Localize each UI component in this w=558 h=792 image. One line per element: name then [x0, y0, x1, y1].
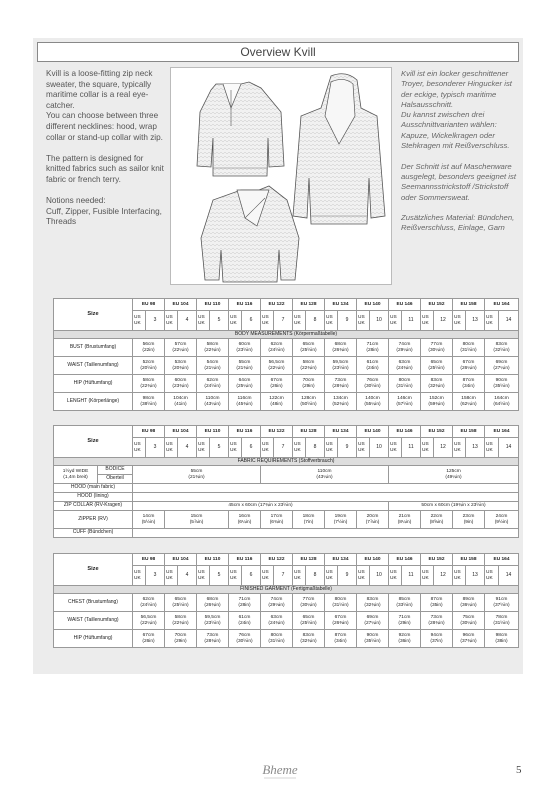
table-cell: 62cm (24½in): [133, 594, 165, 612]
size-us: 7: [274, 311, 293, 331]
table-row: [54, 393, 519, 411]
table-cell: 58cm (22¾in): [133, 375, 165, 393]
table-cell: 67cm (26in): [133, 630, 165, 648]
table-cell: 110cm (43¼in): [197, 393, 229, 411]
table-cell: 73cm (28¾in): [421, 612, 453, 630]
table-cell: 73cm (28¾in): [197, 630, 229, 648]
us-uk-label: US UK: [389, 311, 402, 331]
size-us: 10: [370, 311, 389, 331]
table-row: [54, 466, 519, 475]
size-eu: EU 110: [197, 299, 229, 311]
table-cell: 94cm (37in): [421, 630, 453, 648]
wrap-collar-sweater-sketch: [201, 186, 299, 282]
table-cell: 69cm (27¼in): [485, 357, 519, 375]
size-eu: EU 104: [165, 299, 197, 311]
row-label: LENGHT (Körperlänge): [54, 393, 133, 411]
table-cell: 62cm (24½in): [261, 339, 293, 357]
row-label: HOOD (lining): [54, 493, 133, 502]
size-eu: EU 134: [325, 426, 357, 438]
table-row: [54, 502, 519, 511]
size-eu: EU 122: [261, 299, 293, 311]
size-us: 13: [466, 438, 485, 458]
size-us: 12: [434, 566, 453, 586]
table-cell: 60cm (23¾in): [165, 375, 197, 393]
table-cell: 74cm (29¼in): [389, 339, 421, 357]
us-uk-label: US UK: [453, 311, 466, 331]
body-measurements-table: [53, 298, 519, 411]
table-cell: 78cm (31½in): [485, 612, 519, 630]
notions-paragraph-de: Zusätzliches Material: Bündchen, Reißverschluss, Einlage, Garn: [401, 213, 515, 233]
table-cell: 71cm (29in): [389, 612, 421, 630]
size-eu: EU 128: [293, 426, 325, 438]
table-cell: 64cm (25¼in): [229, 375, 261, 393]
table-cell: 92cm (36in): [389, 630, 421, 648]
table-cell: 67cm (26in): [261, 375, 293, 393]
table-cell: 68cm (26¾in): [325, 339, 357, 357]
table-cell: 158cm (62¼in): [453, 393, 485, 411]
size-us: 4: [178, 438, 197, 458]
table-cell: 63cm (24¾in): [261, 612, 293, 630]
table-cell: 77cm (30¼in): [421, 339, 453, 357]
size-eu: EU 158: [453, 299, 485, 311]
table-row: [54, 357, 519, 375]
size-eu: EU 158: [453, 426, 485, 438]
table-cell: 62cm (24½in): [197, 375, 229, 393]
finished-garment-table: [53, 553, 519, 648]
table-cell: 55cm (21¾in): [133, 466, 261, 484]
table-cell: 69cm (27¼in): [357, 612, 389, 630]
table-cell: 70cm (29in): [293, 375, 325, 393]
size-eu: EU 152: [421, 299, 453, 311]
us-uk-label: US UK: [133, 566, 146, 586]
size-eu: EU 134: [325, 299, 357, 311]
size-us: 8: [306, 311, 325, 331]
us-uk-label: US UK: [325, 311, 338, 331]
row-label: 1½yd WIDE (1,4m breit): [54, 466, 98, 484]
table-cell: 58cm (22¾in): [197, 339, 229, 357]
row-label: CHEST (Brustumfang): [54, 594, 133, 612]
size-eu: EU 98: [133, 554, 165, 566]
size-us: 7: [274, 438, 293, 458]
us-uk-label: US UK: [293, 438, 306, 458]
table-cell: 83cm (32¾in): [293, 630, 325, 648]
table-cell: 16cm (6¼in): [229, 511, 261, 529]
fabric-requirements-table: [53, 425, 519, 538]
row-label: ZIPPER (RV): [54, 511, 133, 529]
table-cell: 23cm (9in): [453, 511, 485, 529]
size-eu: EU 128: [293, 554, 325, 566]
us-uk-label: US UK: [133, 438, 146, 458]
size-us: 14: [499, 438, 519, 458]
table-row: [54, 594, 519, 612]
us-uk-label: US UK: [229, 311, 242, 331]
table-cell: 54cm (21¼in): [197, 357, 229, 375]
size-eu: EU 146: [389, 299, 421, 311]
table-cell: 67cm (26⅜in): [325, 612, 357, 630]
us-uk-label: US UK: [229, 566, 242, 586]
us-uk-label: US UK: [485, 311, 499, 331]
size-us: 9: [338, 438, 357, 458]
us-uk-label: US UK: [293, 566, 306, 586]
table-cell: 58cm (22¾in): [293, 357, 325, 375]
size-eu-row: [54, 554, 519, 566]
size-us: 4: [178, 311, 197, 331]
us-uk-label: US UK: [261, 311, 274, 331]
us-uk-label: US UK: [293, 311, 306, 331]
size-us: 13: [466, 311, 485, 331]
us-uk-label: US UK: [197, 566, 210, 586]
section-header: FABRIC REQUIREMENTS (Stoffverbrauch): [54, 458, 519, 466]
section-header: BODY MEASUREMENTS (Körpermaßtabelle): [54, 331, 519, 339]
description-german: [401, 69, 519, 244]
size-eu: EU 104: [165, 554, 197, 566]
size-eu-row: [54, 299, 519, 311]
row-label: WAIST (Taillenumfang): [54, 357, 133, 375]
size-eu: EU 146: [389, 554, 421, 566]
size-eu: EU 152: [421, 426, 453, 438]
size-us: 14: [499, 566, 519, 586]
table-cell: 71cm (28in): [229, 594, 261, 612]
table-cell: 80cm (31½in): [325, 594, 357, 612]
us-uk-label: US UK: [325, 438, 338, 458]
table-cell: 110cm (43¼in): [261, 466, 389, 484]
us-uk-label: US UK: [485, 438, 499, 458]
table-cell: 90cm (35½in): [357, 630, 389, 648]
table-cell: 55cm (21¾in): [229, 357, 261, 375]
table-cell: [133, 529, 519, 538]
size-us: 5: [210, 438, 229, 458]
table-cell: 56,5cm (22¼in): [133, 612, 165, 630]
table-cell: 24cm (9½in): [485, 511, 519, 529]
table-row: [54, 375, 519, 393]
garment-illustrations: [170, 67, 392, 285]
table-cell: 15cm (5⅞in): [165, 511, 229, 529]
fabric-paragraph: The pattern is designed for knitted fabrics such as sailor knit fabric or french terry.: [46, 153, 164, 184]
table-cell: 52cm (20½in): [133, 357, 165, 375]
table-cell: 53cm (20¾in): [165, 357, 197, 375]
size-us: 11: [402, 566, 421, 586]
row-label: CUFF (Bündchen): [54, 529, 133, 538]
size-us: 9: [338, 566, 357, 586]
size-eu: EU 98: [133, 299, 165, 311]
table-row: [54, 612, 519, 630]
row-label: Oberteil: [98, 475, 133, 484]
table-cell: 91cm (37½in): [485, 594, 519, 612]
size-us: 4: [178, 566, 197, 586]
logo-text: Bheme: [262, 762, 298, 777]
size-us: 3: [146, 566, 165, 586]
size-eu: EU 110: [197, 426, 229, 438]
us-uk-label: US UK: [325, 566, 338, 586]
us-uk-label: US UK: [133, 311, 146, 331]
size-eu: EU 116: [229, 426, 261, 438]
size-label: Size: [54, 299, 133, 331]
table-cell: 125cm (49¼in): [389, 466, 519, 484]
size-us: 5: [210, 311, 229, 331]
table-cell: 71cm (28in): [357, 339, 389, 357]
size-label: Size: [54, 426, 133, 458]
us-uk-label: US UK: [453, 566, 466, 586]
size-us: 6: [242, 566, 261, 586]
table-cell: [133, 493, 519, 502]
size-eu: EU 164: [485, 426, 519, 438]
size-us: 3: [146, 438, 165, 458]
section-header: FINISHED GARMENT (Fertigmaßtabelle): [54, 586, 519, 594]
table-cell: 56cm (22in): [133, 339, 165, 357]
table-cell: 74cm (29⅛in): [261, 594, 293, 612]
table-cell: 58cm (22¾in): [165, 612, 197, 630]
size-us: 14: [499, 311, 519, 331]
size-eu: EU 110: [197, 554, 229, 566]
table-cell: 50cm x 60cm (19¾in x 23½in): [389, 502, 519, 511]
table-cell: 73cm (28¾in): [325, 375, 357, 393]
us-uk-label: US UK: [357, 311, 370, 331]
us-uk-label: US UK: [421, 438, 434, 458]
table-cell: 87cm (35in): [421, 594, 453, 612]
size-eu: EU 98: [133, 426, 165, 438]
table-cell: 61cm (24in): [229, 612, 261, 630]
us-uk-label: US UK: [485, 566, 499, 586]
size-eu: EU 140: [357, 426, 389, 438]
us-uk-label: US UK: [357, 566, 370, 586]
size-us: 12: [434, 438, 453, 458]
table-row: [54, 630, 519, 648]
table-cell: 65cm (25½in): [293, 612, 325, 630]
us-uk-label: US UK: [421, 311, 434, 331]
intro-paragraph: Kvill is a loose-fitting zip neck sweater, the square, typically maritime collar is a real eye-catcher. You can choose between three different necklines: hood, wrap collar or stand-up collar with zip.: [46, 69, 163, 142]
size-eu: EU 116: [229, 554, 261, 566]
notions-paragraph: Notions needed: Cuff, Zipper, Fusible Interfacing, Threads: [46, 196, 162, 227]
table-cell: 17cm (6¾in): [261, 511, 293, 529]
row-label: ZIP COLLAR (RV-Kragen): [54, 502, 133, 511]
us-uk-label: US UK: [453, 438, 466, 458]
table-cell: [133, 484, 519, 493]
table-cell: 98cm (38½in): [133, 393, 165, 411]
size-eu-row: [54, 426, 519, 438]
table-cell: 77cm (30¼in): [293, 594, 325, 612]
size-eu: EU 134: [325, 554, 357, 566]
table-cell: 60cm (23½in): [229, 339, 261, 357]
table-cell: 87cm (34in): [325, 630, 357, 648]
description-english: [46, 69, 166, 239]
table-cell: 65cm (25½in): [421, 357, 453, 375]
us-uk-label: US UK: [421, 566, 434, 586]
table-cell: 134cm (52¾in): [325, 393, 357, 411]
size-us: 8: [306, 566, 325, 586]
page-number: 5: [516, 764, 522, 776]
table-cell: 164cm (64½in): [485, 393, 519, 411]
table-cell: 56,5cm (22¼in): [261, 357, 293, 375]
table-cell: 65cm (25½in): [165, 594, 197, 612]
table-row: [54, 493, 519, 502]
table-cell: 68cm (26¾in): [197, 594, 229, 612]
table-cell: 80cm (31½in): [261, 630, 293, 648]
table-cell: 67cm (26¼in): [453, 357, 485, 375]
table-cell: 70cm (29in): [165, 630, 197, 648]
size-us: 6: [242, 438, 261, 458]
table-cell: 20cm (7⅞in): [357, 511, 389, 529]
table-cell: 59,5cm (23½in): [197, 612, 229, 630]
intro-paragraph-de: Kvill ist ein locker geschnittener Troyer, besonderer Hingucker ist der eckige, typisch maritime Halsausschnitt. Du kannst zwischen drei Ausschnittvarianten wählen: Kapuze, Wickelkragen oder Stehkragen mit Reißverschluss.: [401, 69, 512, 151]
size-us: 3: [146, 311, 165, 331]
table-cell: 19cm (7½in): [325, 511, 357, 529]
us-uk-label: US UK: [389, 438, 402, 458]
table-cell: 89cm (36¼in): [453, 594, 485, 612]
size-eu: EU 116: [229, 299, 261, 311]
table-cell: 96cm (37¾in): [453, 630, 485, 648]
hooded-sweater-sketch: [293, 74, 385, 224]
table-row: [54, 529, 519, 538]
table-row: [54, 339, 519, 357]
table-cell: 45cm x 60cm (17¾in x 23½in): [133, 502, 389, 511]
table-cell: 128cm (50½in): [293, 393, 325, 411]
table-cell: 104cm (41in): [165, 393, 197, 411]
size-us: 10: [370, 566, 389, 586]
row-label: HOOD (main fabric): [54, 484, 133, 493]
sweater-sketches: [171, 68, 391, 284]
us-uk-label: US UK: [229, 438, 242, 458]
row-label: HIP (Hüftumfang): [54, 375, 133, 393]
size-us: 6: [242, 311, 261, 331]
size-eu: EU 122: [261, 554, 293, 566]
size-us: 9: [338, 311, 357, 331]
size-eu: EU 140: [357, 554, 389, 566]
size-eu: EU 164: [485, 554, 519, 566]
table-cell: 76cm (30½in): [229, 630, 261, 648]
size-us: 13: [466, 566, 485, 586]
size-us: 7: [274, 566, 293, 586]
table-cell: 83cm (32½in): [485, 339, 519, 357]
table-cell: 98cm (38in): [485, 630, 519, 648]
table-cell: 57cm (22¼in): [165, 339, 197, 357]
size-eu: EU 104: [165, 426, 197, 438]
table-cell: 14cm (5½in): [133, 511, 165, 529]
fabric-paragraph-de: Der Schnitt ist auf Maschenware ausgelegt, besonders geeignet ist Seemannsstrickstoff /Strickstoff oder Sommersweat.: [401, 161, 516, 202]
us-uk-label: US UK: [261, 566, 274, 586]
us-uk-label: US UK: [357, 438, 370, 458]
table-cell: 152cm (59¾in): [421, 393, 453, 411]
table-cell: 61cm (24in): [357, 357, 389, 375]
us-uk-label: US UK: [165, 438, 178, 458]
table-cell: 80cm (31½in): [389, 375, 421, 393]
size-eu: EU 140: [357, 299, 389, 311]
row-label: BODICE: [98, 466, 133, 475]
size-eu: EU 158: [453, 554, 485, 566]
table-cell: 140cm (55¼in): [357, 393, 389, 411]
table-cell: 122cm (48in): [261, 393, 293, 411]
us-uk-label: US UK: [165, 566, 178, 586]
size-eu: EU 122: [261, 426, 293, 438]
table-cell: 21cm (8¼in): [389, 511, 421, 529]
table-cell: 116cm (45¾in): [229, 393, 261, 411]
size-us: 8: [306, 438, 325, 458]
page-title: Overview Kvill: [37, 42, 519, 62]
table-cell: 63cm (24¾in): [389, 357, 421, 375]
zip-collar-sweater-sketch: [197, 82, 284, 176]
us-uk-label: US UK: [389, 566, 402, 586]
table-cell: 59,5cm (23½in): [325, 357, 357, 375]
table-cell: 75cm (30¼in): [453, 612, 485, 630]
table-cell: 83cm (32¾in): [357, 594, 389, 612]
size-eu: EU 146: [389, 426, 421, 438]
row-label: WAIST (Taillenumfang): [54, 612, 133, 630]
us-uk-label: US UK: [197, 311, 210, 331]
size-label: Size: [54, 554, 133, 586]
table-cell: 65cm (25½in): [293, 339, 325, 357]
table-cell: 22cm (8⅝in): [421, 511, 453, 529]
size-us: 5: [210, 566, 229, 586]
size-us: 12: [434, 311, 453, 331]
table-cell: 146cm (57½in): [389, 393, 421, 411]
size-us: 11: [402, 311, 421, 331]
us-uk-label: US UK: [165, 311, 178, 331]
table-cell: 80cm (31½in): [453, 339, 485, 357]
us-uk-label: US UK: [261, 438, 274, 458]
table-cell: 18cm (7in): [293, 511, 325, 529]
size-eu: EU 128: [293, 299, 325, 311]
table-cell: 76cm (30½in): [357, 375, 389, 393]
size-us: 11: [402, 438, 421, 458]
size-eu: EU 164: [485, 299, 519, 311]
table-cell: 83cm (32¾in): [421, 375, 453, 393]
table-cell: 85cm (33½in): [389, 594, 421, 612]
table-row: [54, 484, 519, 493]
row-label: HIP (Hüftumfang): [54, 630, 133, 648]
table-cell: 90cm (35½in): [485, 375, 519, 393]
size-eu: EU 152: [421, 554, 453, 566]
size-us: 10: [370, 438, 389, 458]
us-uk-label: US UK: [197, 438, 210, 458]
row-label: BUST (Brustumfang): [54, 339, 133, 357]
table-cell: 87cm (34in): [453, 375, 485, 393]
brand-logo: [250, 757, 310, 783]
table-row: [54, 511, 519, 529]
